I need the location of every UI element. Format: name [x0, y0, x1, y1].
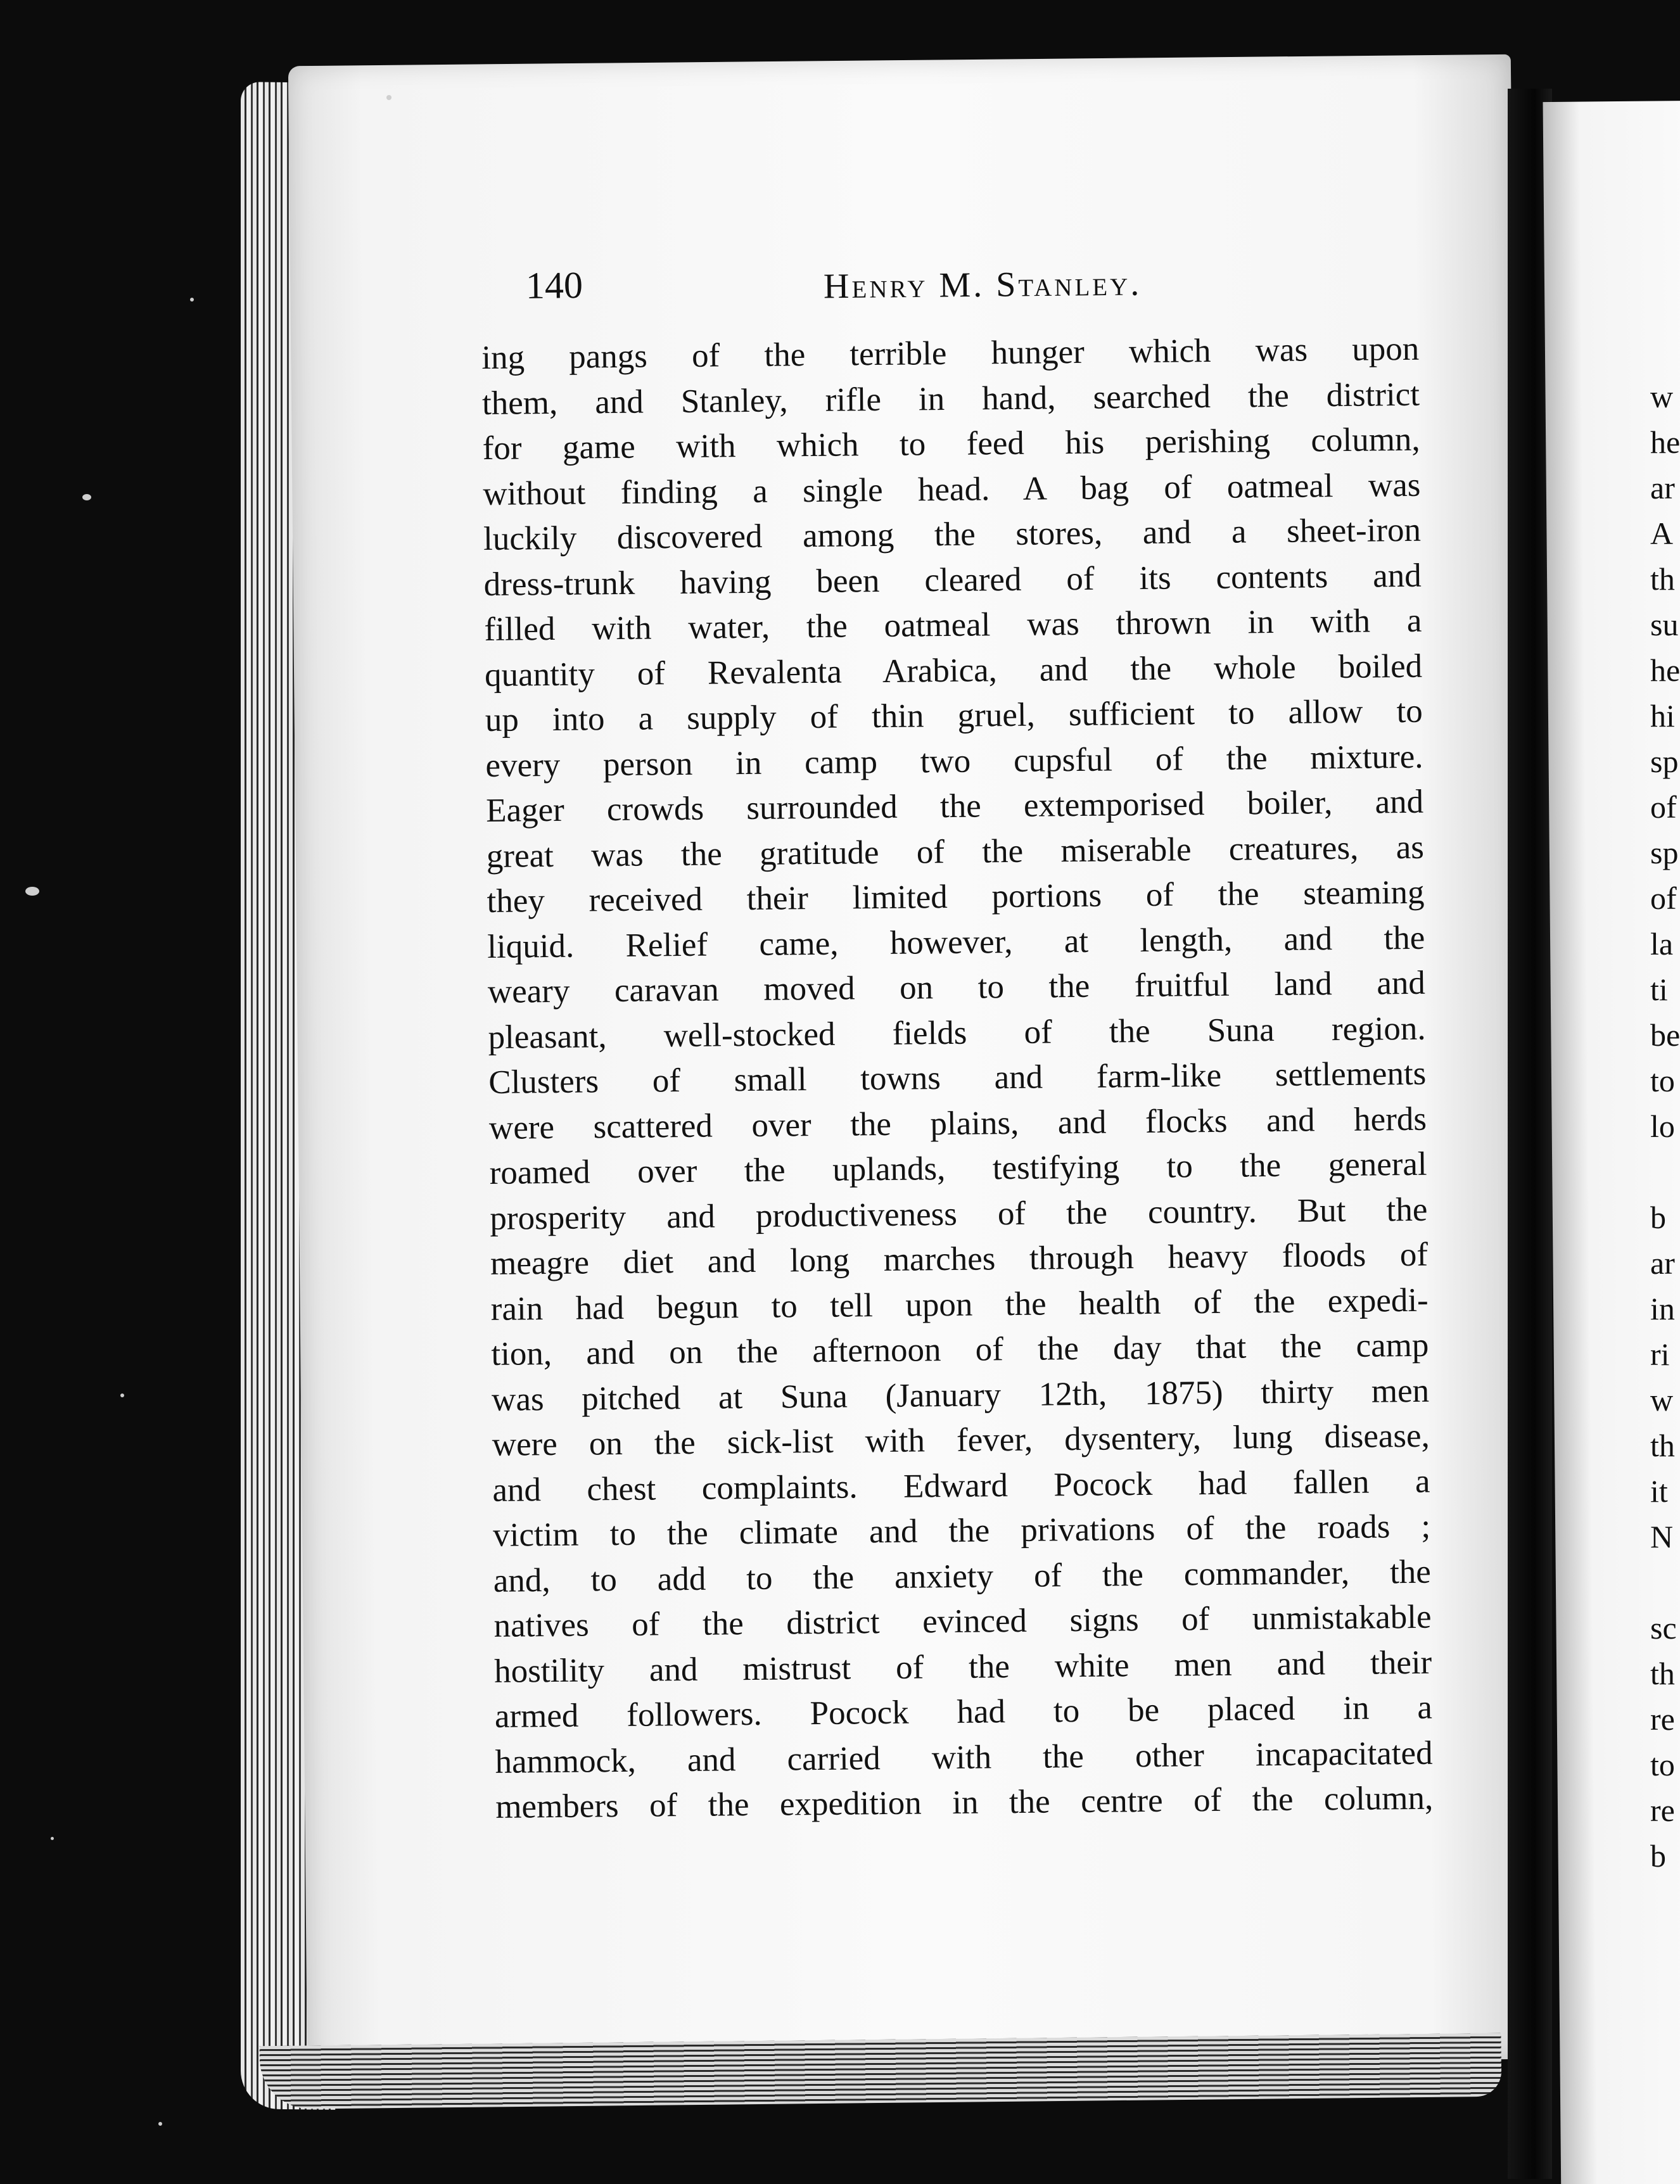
- book-bottom-edge: [260, 2033, 1502, 2110]
- facing-page-fragment: he: [1650, 424, 1680, 460]
- facing-page-fragment: sc: [1650, 1610, 1677, 1646]
- facing-page-fragment: sp: [1650, 744, 1679, 779]
- text-line: dress-trunk having been cleared of its contents and: [483, 557, 1422, 603]
- text-line: hammock, and carried with the other incapacitated: [495, 1734, 1433, 1781]
- facing-page-fragment: [1650, 1149, 1680, 1195]
- facing-page-fragment: lo: [1650, 1108, 1675, 1144]
- dust-speck: [190, 298, 194, 302]
- facing-page-fragment: b: [1650, 1838, 1666, 1874]
- text-line: liquid. Relief came, however, at length, and the: [487, 919, 1425, 965]
- text-line: luckily discovered among the stores, and a sheet-iron: [483, 511, 1422, 557]
- text-line: without finding a single head. A bag of oatmeal was: [483, 466, 1421, 512]
- dust-speck: [158, 2122, 162, 2126]
- facing-page-fragment: sp: [1650, 835, 1679, 870]
- text-line: Eager crowds surrounded the extemporised boiler, and: [485, 783, 1424, 829]
- facing-page-fragment: he: [1650, 652, 1680, 688]
- text-line: tion, and on the afternoon of the day that the camp: [491, 1326, 1429, 1373]
- facing-page-fragment: ar: [1650, 1245, 1675, 1281]
- dust-speck: [386, 95, 391, 100]
- facing-page-fragment: th: [1650, 1656, 1675, 1691]
- facing-page-fragment: re: [1650, 1793, 1675, 1828]
- page-header: [526, 255, 1432, 315]
- text-line: and chest complaints. Edward Pocock had fallen a: [492, 1463, 1430, 1509]
- text-line: for game with which to feed his perishing column,: [482, 421, 1420, 467]
- text-line: filled with water, the oatmeal was thrown in with a: [484, 602, 1422, 648]
- facing-page-fragment: be: [1650, 1017, 1680, 1053]
- facing-page-fragment: hi: [1650, 698, 1675, 733]
- text-line: pleasant, well-stocked fields of the Suna region.: [488, 1010, 1426, 1056]
- text-line: they received their limited portions of the steaming: [487, 873, 1425, 920]
- text-line: every person in camp two cupsful of the mixture.: [485, 738, 1423, 784]
- dust-speck: [120, 1394, 124, 1397]
- facing-page-fragment: it: [1650, 1473, 1668, 1509]
- text-line: was pitched at Suna (January 12th, 1875) thirty men: [491, 1372, 1430, 1418]
- text-line: quantity of Revalenta Arabica, and the whole boiled: [484, 647, 1423, 694]
- facing-page-fragment: ar: [1650, 470, 1675, 505]
- facing-page-fragment: ri: [1650, 1336, 1670, 1372]
- text-line: were on the sick-list with fever, dysentery, lung disease,: [492, 1417, 1430, 1463]
- facing-page-fragment: ti: [1650, 972, 1668, 1007]
- facing-page-fragment: w: [1650, 1382, 1674, 1418]
- page-number: 140: [525, 264, 583, 307]
- dust-speck: [51, 1837, 54, 1840]
- facing-page-fragment: b: [1650, 1200, 1666, 1235]
- facing-page-fragment: to: [1650, 1063, 1675, 1098]
- text-line: great was the gratitude of the miserable creatures, as: [486, 829, 1425, 875]
- facing-page-fragment: to: [1650, 1747, 1675, 1782]
- text-line: them, and Stanley, rifle in hand, searched the district: [481, 376, 1420, 422]
- text-line: weary caravan moved on to the fruitful land and: [487, 964, 1426, 1010]
- facing-page-fragment: re: [1650, 1701, 1675, 1737]
- facing-page-fragment: of: [1650, 789, 1677, 825]
- text-line: roamed over the uplands, testifying to the general: [489, 1145, 1427, 1191]
- facing-page-fragment: [1650, 1559, 1680, 1605]
- facing-page-fragment: la: [1650, 926, 1674, 962]
- text-line: meagre diet and long marches through heavy floods of: [490, 1236, 1429, 1282]
- text-line: ing pangs of the terrible hunger which was upon: [481, 330, 1420, 376]
- facing-page-fragment: N: [1650, 1519, 1674, 1554]
- text-line: up into a supply of thin gruel, sufficient to allow to: [485, 692, 1423, 739]
- facing-page-fragment: th: [1650, 1428, 1675, 1463]
- facing-page-fragment: A: [1650, 516, 1674, 551]
- text-line: prosperity and productiveness of the country. But the: [490, 1191, 1428, 1237]
- dust-speck: [82, 494, 91, 500]
- facing-page-fragment: of: [1650, 880, 1677, 916]
- facing-page-fragment: in: [1650, 1291, 1675, 1326]
- text-line: rain had begun to tell upon the health of the expedi-: [490, 1281, 1429, 1328]
- text-line: and, to add to the anxiety of the commander, the: [493, 1553, 1432, 1599]
- facing-page-fragment: th: [1650, 561, 1675, 597]
- facing-page-text-fragments: [1650, 374, 1680, 1879]
- facing-page-fragment: su: [1650, 607, 1679, 642]
- text-line: members of the expedition in the centre of the column,: [495, 1779, 1434, 1825]
- body-text: [481, 327, 1434, 1831]
- text-line: Clusters of small towns and farm-like settlements: [488, 1055, 1427, 1101]
- running-head: Henry M. Stanley.: [823, 263, 1142, 307]
- text-line: armed followers. Pocock had to be placed in a: [494, 1689, 1433, 1735]
- facing-page-fragment: w: [1650, 379, 1674, 414]
- text-line: victim to the climate and the privations of the roads ;: [492, 1508, 1431, 1554]
- text-line: natives of the district evinced signs of unmistakable: [493, 1598, 1432, 1644]
- dust-speck: [25, 887, 39, 896]
- text-line: hostility and mistrust of the white men and their: [493, 1644, 1432, 1690]
- text-line: were scattered over the plains, and flocks and herds: [488, 1100, 1427, 1146]
